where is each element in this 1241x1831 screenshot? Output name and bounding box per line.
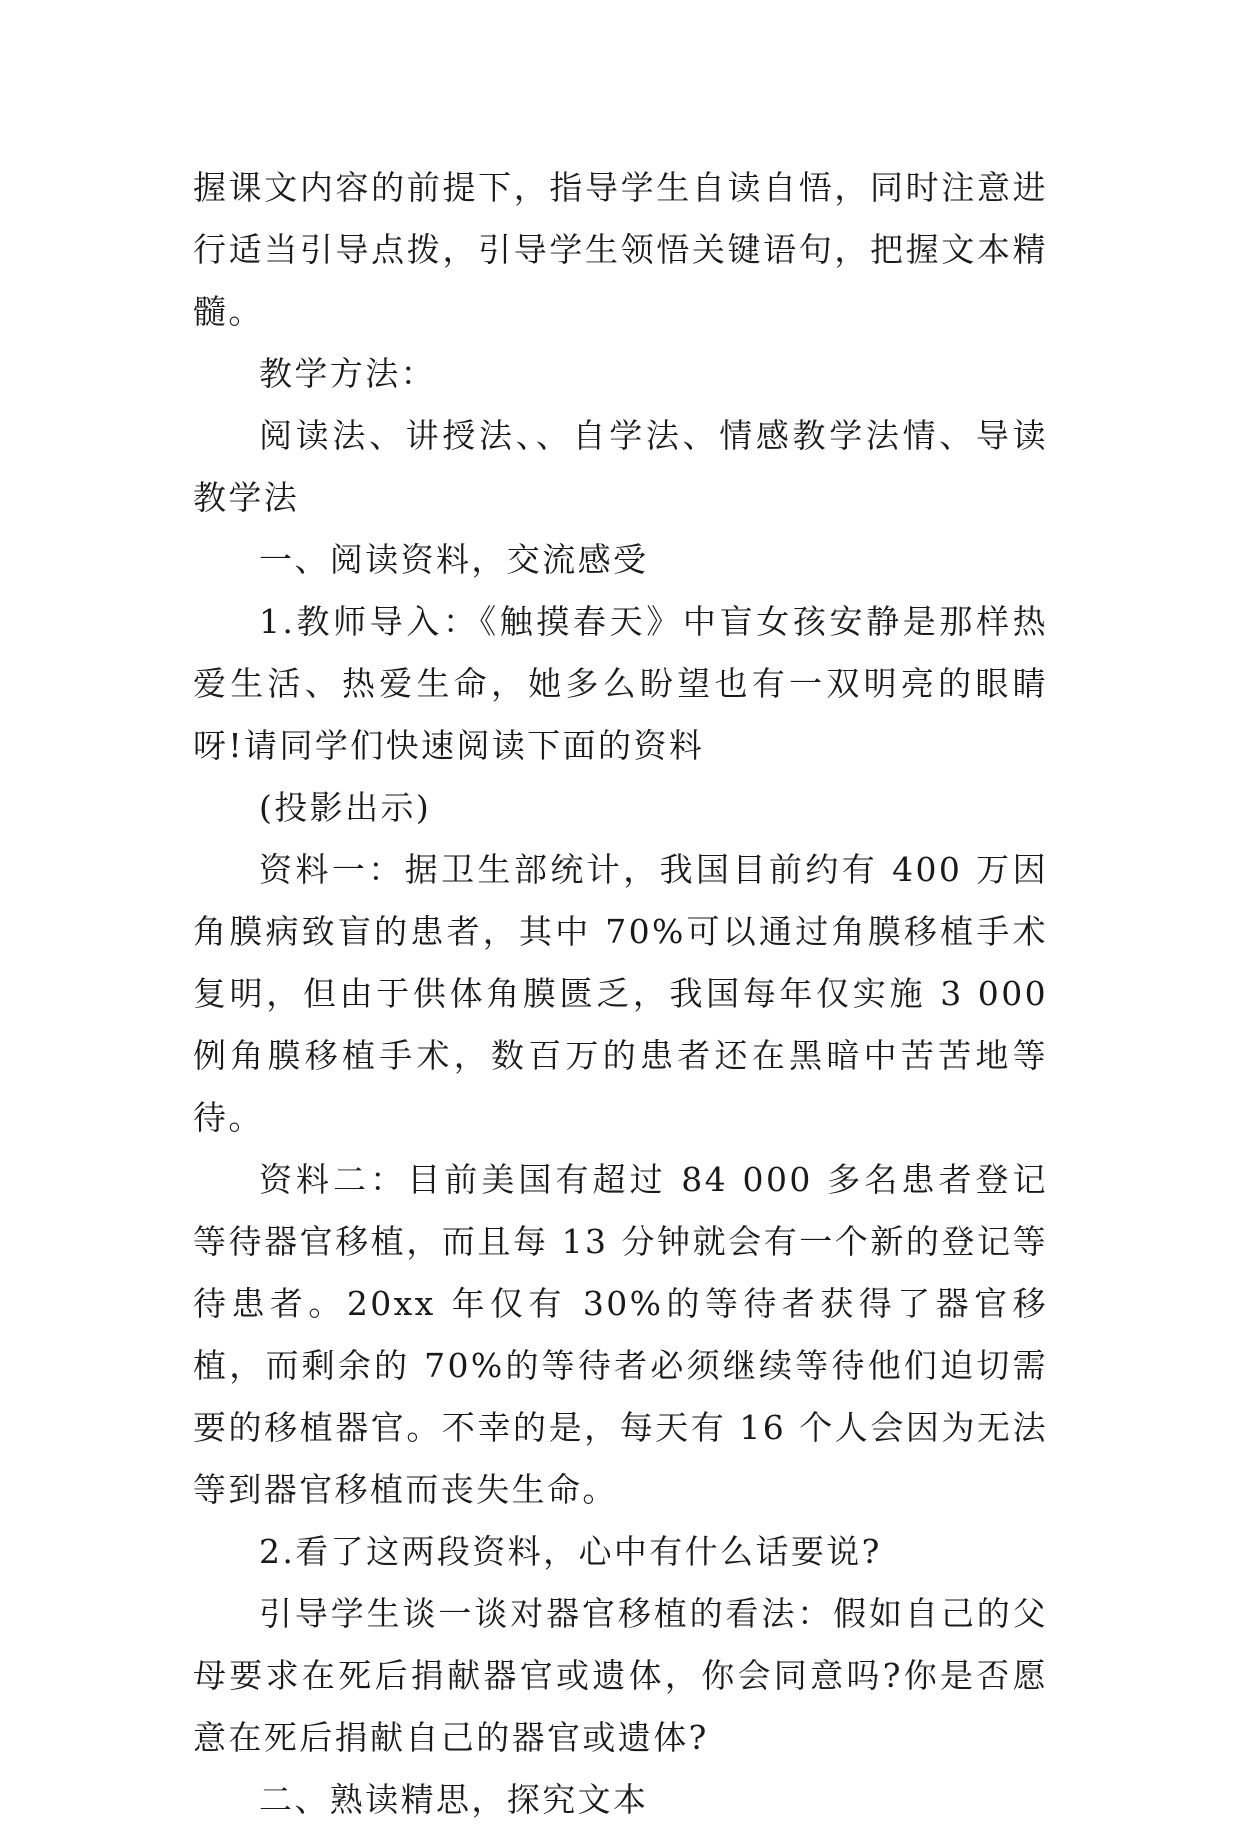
section-heading-2: 二、熟读精思，探究文本 — [259, 1780, 649, 1819]
paragraph-question: 2.看了这两段资料，心中有什么话要说? — [259, 1532, 882, 1571]
paragraph-projection-note: (投影出示) — [259, 788, 432, 827]
section-heading-1: 一、阅读资料，交流感受 — [259, 540, 649, 579]
paragraph-teacher-intro: 1.教师导入：《触摸春天》中盲女孩安静是那样热爱生活、热爱生命，她多么盼望也有一双明亮的眼睛呀!请同学们快速阅读下面的资料 — [193, 602, 1048, 765]
paragraph-methods-list: 阅读法、讲授法、、自学法、情感教学法情、导读教学法 — [193, 416, 1048, 517]
heading-teaching-methods: 教学方法： — [259, 354, 436, 393]
document-body — [193, 157, 1048, 1831]
paragraph-material-two: 资料二：目前美国有超过 84 000 多名患者登记等待器官移植，而且每 13 分钟就会有一个新的登记等待患者。20xx 年仅有 30%的等待者获得了器官移植，而剩余的 70%的等待者必须继续等待他们迫切需要的移植器官。不幸的是，每天有 16 个人会因为无法等到器官移植而丧失生命。 — [193, 1160, 1048, 1509]
paragraph-material-one: 资料一：据卫生部统计，我国目前约有 400 万因角膜病致盲的患者，其中 70%可以通过角膜移植手术复明，但由于供体角膜匮乏，我国每年仅实施 3 000 例角膜移植手术，数百万的患者还在黑暗中苦苦地等待。 — [193, 850, 1048, 1137]
paragraph-guidance: 引导学生谈一谈对器官移植的看法：假如自己的父母要求在死后捐献器官或遗体，你会同意吗?你是否愿意在死后捐献自己的器官或遗体? — [193, 1594, 1048, 1757]
paragraph-continuation: 握课文内容的前提下，指导学生自读自悟，同时注意进行适当引导点拨，引导学生领悟关键语句，把握文本精髓。 — [193, 168, 1048, 331]
